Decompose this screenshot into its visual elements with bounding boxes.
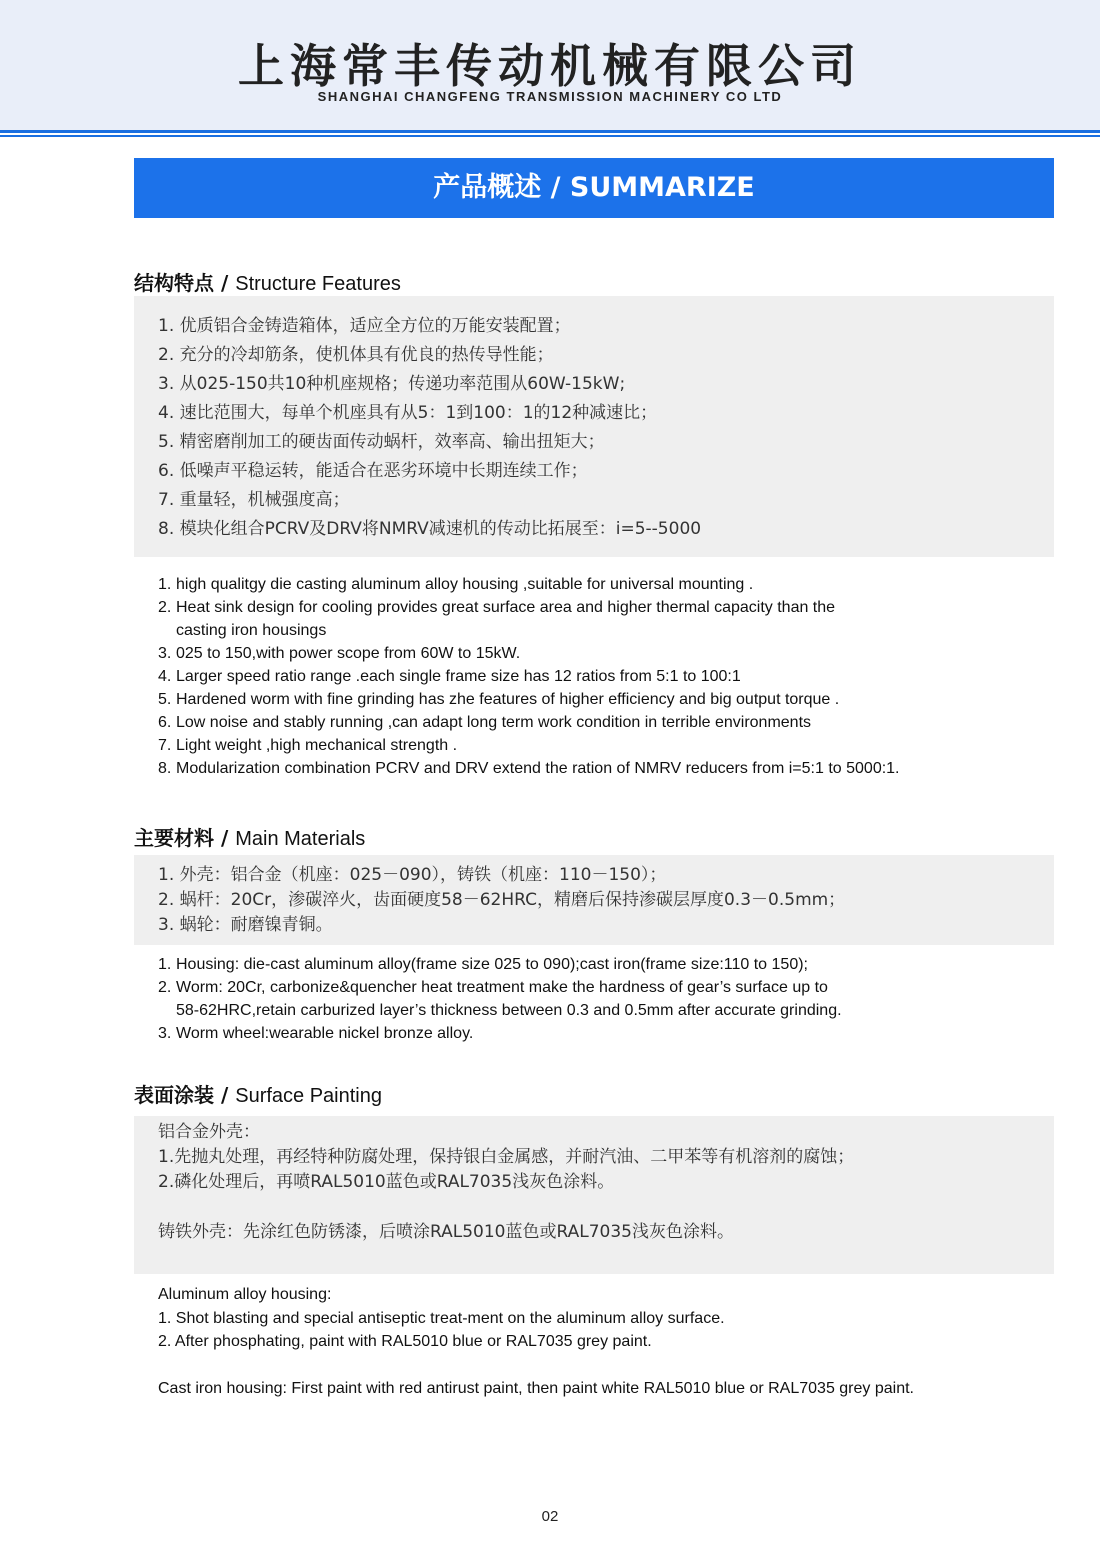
painting-en-list [158, 1283, 914, 1400]
item-number: 4. [158, 668, 172, 685]
list-item-continuation: 58-62HRC,retain carburized layer’s thickness between 0.3 and 0.5mm after accurate grinding. [176, 1002, 842, 1019]
list-item [158, 953, 842, 976]
page-header [0, 0, 1100, 130]
list-item: 2. 蜗杆：20Cr，渗碳淬火，齿面硬度58－62HRC，精磨后保持渗碳层厚度0.3－0.5mm； [158, 890, 846, 910]
list-item: 7. 重量轻，机械强度高； [158, 490, 350, 510]
item-number: 6. [158, 714, 172, 731]
list-item: 1.先抛丸处理，再经特种防腐处理，保持银白金属感，并耐汽油、二甲苯等有机溶剂的腐蚀； [158, 1147, 855, 1167]
list-item [158, 757, 900, 780]
list-item [158, 665, 900, 688]
painting-heading-cn: 表面涂装 / [134, 1083, 236, 1107]
list-item: 2.磷化处理后，再喷RAL5010蓝色或RAL7035浅灰色涂料。 [158, 1172, 615, 1192]
item-text: Worm: 20Cr, carbonize&quencher heat treatment make the hardness of gear’s surface up to [176, 979, 828, 996]
list-item: 5. 精密磨削加工的硬齿面传动蜗杆，效率高、输出扭矩大； [158, 432, 605, 452]
list-item: 8. 模块化组合PCRV及DRV将NMRV减速机的传动比拓展至：i=5--5000 [158, 519, 702, 539]
list-item: 2. 充分的冷却筋条，使机体具有优良的热传导性能； [158, 345, 554, 365]
item-text: Housing: die-cast aluminum alloy(frame size 025 to 090);cast iron(frame size:110 to 150); [176, 956, 808, 973]
item-text: Modularization combination PCRV and DRV extend the ration of NMRV reducers from i=5:1 to 5000:1. [176, 760, 900, 777]
materials-heading-cn: 主要材料 / [134, 826, 236, 850]
structure-heading-cn: 结构特点 / [134, 271, 236, 295]
list-item: 4. 速比范围大，每单个机座具有从5：1到100：1的12种减速比； [158, 403, 658, 423]
list-item-continuation: casting iron housings [176, 622, 327, 639]
materials-heading-en: Main Materials [235, 828, 366, 850]
list-item [158, 1022, 842, 1045]
structure-heading-en: Structure Features [235, 273, 401, 295]
painting-heading-en: Surface Painting [235, 1085, 382, 1107]
item-text: Low noise and stably running ,can adapt long term work condition in terrible environments [176, 714, 812, 731]
item-text: Heat sink design for cooling provides great surface area and higher thermal capacity than the [176, 599, 836, 616]
list-item [158, 642, 900, 665]
list-item [158, 688, 900, 711]
item-number: 7. [158, 737, 172, 754]
item-text: Larger speed ratio range .each single frame size has 12 ratios from 5:1 to 100:1 [176, 668, 741, 685]
list-item [158, 711, 900, 734]
list-item [158, 596, 900, 619]
header-divider-bottom [0, 135, 1100, 137]
item-text: Light weight ,high mechanical strength . [176, 737, 458, 754]
item-number: 3. [158, 645, 172, 662]
list-title: Aluminum alloy housing: [158, 1286, 332, 1303]
list-item [158, 734, 900, 757]
item-number: 5. [158, 691, 172, 708]
materials-en-list [158, 953, 842, 1045]
painting-cn-list [158, 1120, 854, 1245]
section-banner: 产品概述 / SUMMARIZE [134, 158, 1054, 218]
list-item: 6. 低噪声平稳运转，能适合在恶劣环境中长期连续工作； [158, 461, 588, 481]
structure-en-list [158, 573, 900, 780]
materials-cn-list [158, 863, 845, 938]
list-item: 1. 外壳：铝合金（机座：025－090），铸铁（机座：110－150）； [158, 865, 667, 885]
list-item: 2. After phosphating, paint with RAL5010 blue or RAL7035 grey paint. [158, 1333, 652, 1350]
list-item: 1. 优质铝合金铸造箱体，适应全方位的万能安装配置； [158, 316, 571, 336]
company-name-cn: 上海常丰传动机械有限公司 [238, 39, 862, 93]
item-number: 3. [158, 1025, 172, 1042]
item-text: Worm wheel:wearable nickel bronze alloy. [176, 1025, 474, 1042]
item-number: 2. [158, 599, 172, 616]
painting-heading [134, 1079, 382, 1108]
item-text: 025 to 150,with power scope from 60W to 15kW. [176, 645, 521, 662]
item-text: Hardened worm with fine grinding has zhe features of higher efficiency and big output torque . [176, 691, 840, 708]
list-item: 1. Shot blasting and special antiseptic treat-ment on the aluminum alloy surface. [158, 1309, 725, 1327]
item-number: 1. [158, 956, 172, 973]
header-divider-top [0, 130, 1100, 133]
structure-heading [134, 267, 401, 296]
item-number: 8. [158, 760, 172, 777]
item-text: high qualitgy die casting aluminum alloy housing ,suitable for universal mounting . [176, 576, 754, 593]
company-name-en: SHANGHAI CHANGFENG TRANSMISSION MACHINERY CO LTD [317, 89, 783, 104]
structure-cn-list [158, 312, 701, 544]
list-title: 铝合金外壳： [158, 1122, 260, 1142]
item-number: 2. [158, 979, 172, 996]
list-item [158, 976, 842, 999]
list-item: Cast iron housing: First paint with red antirust paint, then paint white RAL5010 blue or RAL7035 grey paint. [158, 1379, 914, 1397]
list-item: 3. 蜗轮：耐磨镍青铜。 [158, 915, 333, 935]
page-number: 02 [541, 1508, 559, 1525]
list-item: 铸铁外壳：先涂红色防锈漆，后喷涂RAL5010蓝色或RAL7035浅灰色涂料。 [158, 1222, 734, 1242]
list-item [158, 573, 900, 596]
materials-heading [134, 822, 365, 851]
list-item: 3. 从025-150共10种机座规格；传递功率范围从60W-15kW; [158, 374, 626, 394]
item-number: 1. [158, 576, 172, 593]
